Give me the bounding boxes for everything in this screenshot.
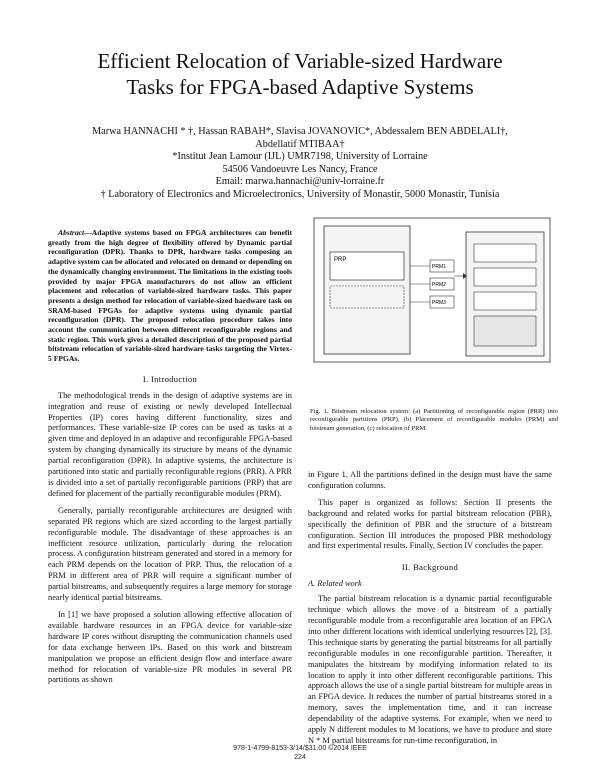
section-1-heading: I. Introduction bbox=[142, 373, 198, 384]
left-column bbox=[48, 228, 292, 692]
relocated-slot-2 bbox=[474, 268, 536, 286]
intro-paragraph-3: In [1] we have proposed a solution allowing effective allocation of available hardware resources in an FPGA device for variable-size hardware IP cores without disrupting the communication channels used for data exchange between IPs. Based on this work and bitstream manipulation we propose an efficient design flow and interface aware method for relocation of variable-size PR modules in several PR partitions as shown bbox=[48, 609, 292, 685]
prp-label: PRP bbox=[334, 257, 347, 263]
title-line-2: Tasks for FPGA-based Adaptive Systems bbox=[126, 75, 474, 99]
section-2-heading: II. Background bbox=[401, 562, 459, 573]
relocated-slot-4 bbox=[474, 316, 536, 346]
right-column bbox=[308, 470, 552, 753]
abstract bbox=[48, 228, 292, 364]
author-email: Email: marwa.hannachi@univ-lorraine.fr bbox=[215, 176, 385, 188]
abstract-text: —Adaptive systems based on FPGA architectures can benefit greatly from the high degree of flexibility offered by Dynamic partial reconfiguration (DPR). Thanks to DPR, hardware tasks composing an adaptive system can be allocated and relocated on demand or depending on the dynamically changing environment. The limitations in the existing tools provided by major FPGA manufacturers do not allow an efficient placement and relocation of variable-sized hardware tasks. This paper presents a design method for relocation of variable-sized hardware task on SRAM-based FPGAs for adaptive systems using dynamic partial reconfiguration (DPR). The proposed relocation procedure takes into account the communication between different reconfigurable regions and static region. This work gives a detailed description of the proposed partial bitstream relocation of variable-sized hardware tasks targeting the Virtex-5 FPGAs. bbox=[48, 228, 292, 364]
related-work-paragraph-1: The partial bitstream relocation is a dynamic partial reconfigurable technique which allows the move of a bitstream of a partially reconfigurable module from a reconfigurable area location of an FPGA into other different locations with identical underlying resources [2], [3]. This technique starts by generating the partial bitstreams for all partially reconfigurable modules in one reconfigurable partition. Thereafter, it manipulates the bitstream by modifying information related to its location to apply it into other different reconfigurable partitions. This approach allows the use of a single partial bitstream for multiple areas in an FPGA device. It reduces the number of partial bitstreams stored in a memory, saves the implementation time, and it can increase dependability of the adaptive systems. For example, when we need to apply N different modules to M locations, we have to produce and store N * M partial bitstreams for run-time reconfiguration, in bbox=[308, 594, 552, 745]
author-block bbox=[30, 126, 570, 202]
affiliation-1-line-2: 54506 Vandoeuvre Les Nancy, France bbox=[222, 163, 378, 175]
abstract-lead: Abstract bbox=[58, 228, 85, 237]
prm1-label: PRM1 bbox=[432, 264, 446, 270]
title-line-1: Efficient Relocation of Variable-sized Hardware bbox=[97, 49, 503, 73]
fpga-region-a bbox=[324, 226, 410, 354]
page-footer bbox=[0, 744, 600, 762]
authors-line-2: Abdellatif MTIBAA† bbox=[255, 138, 345, 150]
prm3-label: PRM3 bbox=[432, 300, 446, 306]
intro-paragraph-4: in Figure 1. All the partitions defined in the design must have the same configuration columns. bbox=[308, 470, 552, 490]
intro-paragraph-5: This paper is organized as follows: Section II presents the background and related works for partial bitstream relocation (PBR), specifically the definition of PBR and the structure of a bitstream configuration. Section III introduces the proposed PBR methodology and first experimental results. Finally, Section IV concludes the paper. bbox=[308, 497, 552, 551]
figure-1-caption: Fig. 1. Bitstream relocation system: (a) Partitioning of reconfigurable region (PRR) into reconfigurable partitions (PRP), (b) Placement of reconfigurable modules (PRM) and bitstream generation, (c) relocation of PRM. bbox=[310, 408, 558, 432]
paper-title bbox=[40, 48, 560, 100]
intro-paragraph-2: Generally, partially reconfigurable architectures are designed with separated PR regions which are sized according to the largest partially reconfigurable module. The disadvantage of these approaches is an inefficient resource utilization, particularly during the relocation process. A configuration bitstream generated and stored in a memory for each PRM depends on the location of PRP. Thus, the relocation of a PRM in different area of PRR will require a significant number of partial bitstreams, and subsequently requires a large memory for storage nearly identical partial bitstreams. bbox=[48, 505, 292, 603]
subsection-a-heading: A. Related work bbox=[308, 579, 362, 589]
isbn-line: 978-1-4799-8153-3/14/$31.00 ©2014 IEEE bbox=[233, 745, 367, 752]
relocated-slot-1 bbox=[474, 244, 536, 262]
authors-line-1: Marwa HANNACHI * †, Hassan RABAH*, Slavisa JOVANOVIC*, Abdessalem BEN ABDELALI†, bbox=[92, 126, 508, 137]
prm2-label: PRM2 bbox=[432, 282, 446, 288]
affiliation-1-line-1: *Institut Jean Lamour (IJL) UMR7198, University of Lorraine bbox=[172, 151, 428, 163]
intro-paragraph-1: The methodological trends in the design of adaptive systems are in integration and reuse of existing or newly developed Intellectual Properties (IP) cores having different functionality, sizes and performances. These variable-size IP cores can be used as tasks at a given time and deployed in an adaptive and reconfigurable FPGA-based system by changing dynamically its structure by means of the dynamic partial reconfiguration (DPR). In adaptive systems, the architecture is partitioned into static and partially reconfigurable regions (PRR). A PRR is divided into a set of partially reconfigurable partitions (PRP) that are defined for placement of the partially reconfigurable modules (PRM). bbox=[48, 390, 292, 498]
affiliation-2: † Laboratory of Electronics and Microelectronics, University of Monastir, 5000 Monastir, Tunisia bbox=[100, 188, 500, 200]
page-number: 224 bbox=[294, 754, 306, 761]
relocated-slot-3 bbox=[474, 292, 536, 310]
figure-1-diagram bbox=[310, 216, 556, 366]
